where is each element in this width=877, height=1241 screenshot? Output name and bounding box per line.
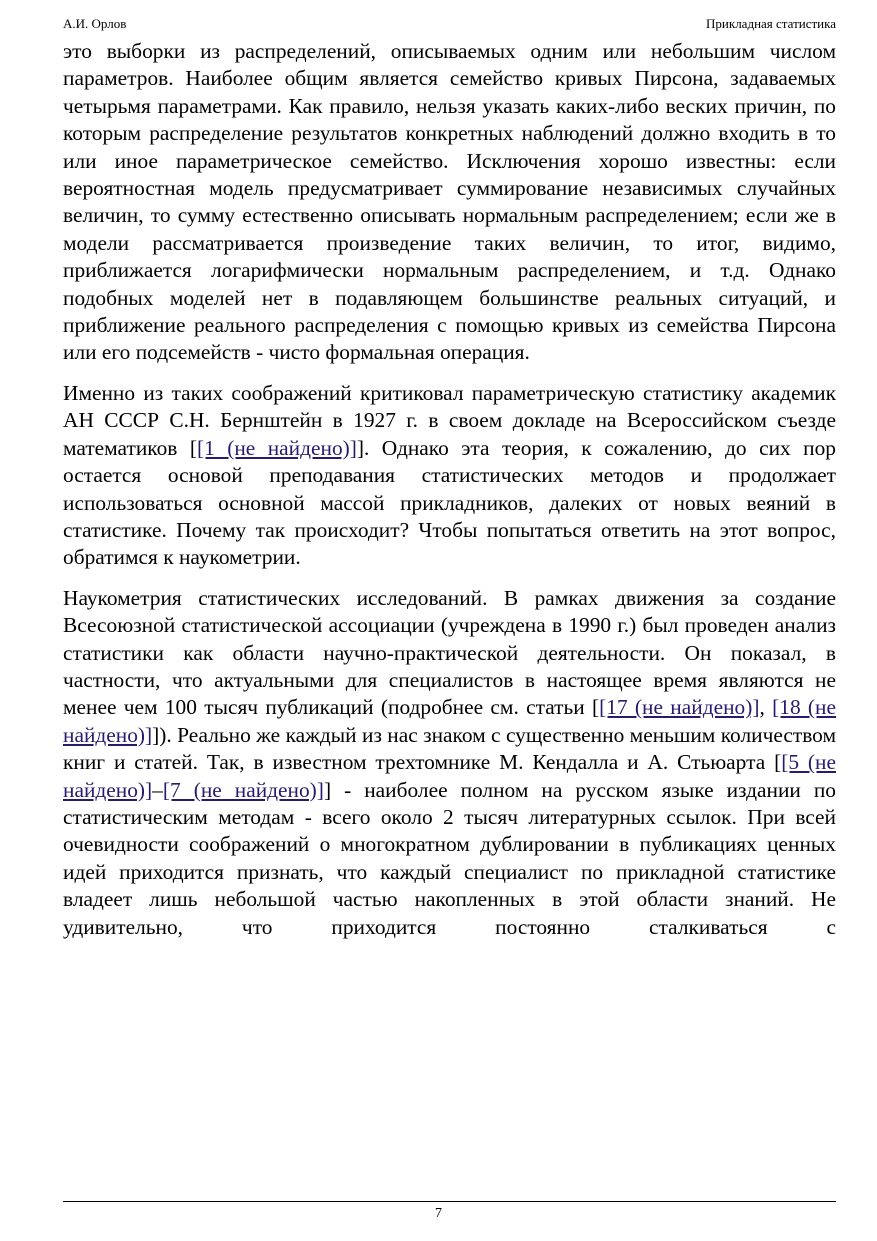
- page-number: 7: [435, 1206, 442, 1221]
- paragraph-1: это выборки из распределений, описываемых одним или небольшим числом параметров. Наиболее общим является семейство кривых Пирсона, задаваемых четырьмя параметрами. Как правило, нельзя указать каких-либо веских причин, по которым распределение результатов конкретных наблюдений должно входить в то или иное параметрическое семейство. Исключения хорошо известны: если вероятностная модель предусматривает суммирование независимых случайных величин, то сумму естественно описывать нормальным распределением; если же в модели рассматривается произведение таких величин, то итог, видимо, приближается логарифмически нормальным распределением, и т.д. Однако подобных моделей нет в подавляющем большинстве реальных ситуаций, и приближение реального распределения с помощью кривых из семейства Пирсона или его подсемейств - чисто формальная операция.: [63, 39, 836, 365]
- paragraph-2: [63, 380, 836, 572]
- reference-link-5[interactable]: [5 (не найдено)]: [63, 750, 836, 802]
- reference-link-7[interactable]: [7 (не найдено)]: [162, 777, 324, 802]
- page-body: [63, 38, 836, 941]
- running-header: [63, 14, 836, 34]
- reference-link-18[interactable]: [18 (не найдено)]: [63, 695, 837, 747]
- header-author: А.И. Орлов: [63, 16, 127, 31]
- paragraph-3-text-part3: ] - наиболее полном на русском языке издании по статистическим методам - всего около 2 тысяч литературных ссылок. При всей очевидности соображений о многократном дублировании в публикациях ценных идей приходится признать, что каждый специалист по прикладной статистике владеет лишь небольшой частью накопленных в этой области знаний. Не удивительно, что приходится постоянно сталкиваться с: [63, 777, 836, 939]
- paragraph-2-text-after: ]. Однако эта теория, к сожалению, до сих пор остается основой преподавания статистических методов и продолжает использоваться основной массой прикладников, далеких от новых веяний в статистике. Почему так происходит? Чтобы попытаться ответить на этот вопрос, обратимся к наукометрии.: [63, 435, 836, 570]
- reference-range-dash: –: [152, 777, 163, 802]
- reference-link-17[interactable]: [17 (не найдено)]: [599, 695, 760, 720]
- paragraph-2-text-before: Именно из таких соображений критиковал параметрическую статистику академик АН СССР С.Н. Бернштейн в 1927 г. в своем докладе на Всероссийском съезде математиков [: [63, 380, 836, 460]
- footer-divider: [63, 1201, 836, 1202]
- paragraph-3-text-part2: ]). Реально же каждый из нас знаком с существенно меньшим количеством книг и статей. Так, в известном трехтомнике М. Кендалла и А. Стьюарта [: [63, 722, 836, 775]
- reference-separator: ,: [759, 695, 773, 720]
- header-title: Прикладная статистика: [706, 16, 836, 31]
- paragraph-3-text-part1: Наукометрия статистических исследований. В рамках движения за создание Всесоюзной статистической ассоциации (учреждена в 1990 г.) был проведен анализ статистики как области научно-практической деятельности. Он показал, в частности, что актуальными для специалистов в настоящее время являются не менее чем 100 тысяч публикаций (подробнее см. статьи [: [63, 585, 836, 720]
- reference-link-1[interactable]: [1 (не найдено)]: [196, 435, 357, 460]
- paragraph-3: [63, 585, 836, 941]
